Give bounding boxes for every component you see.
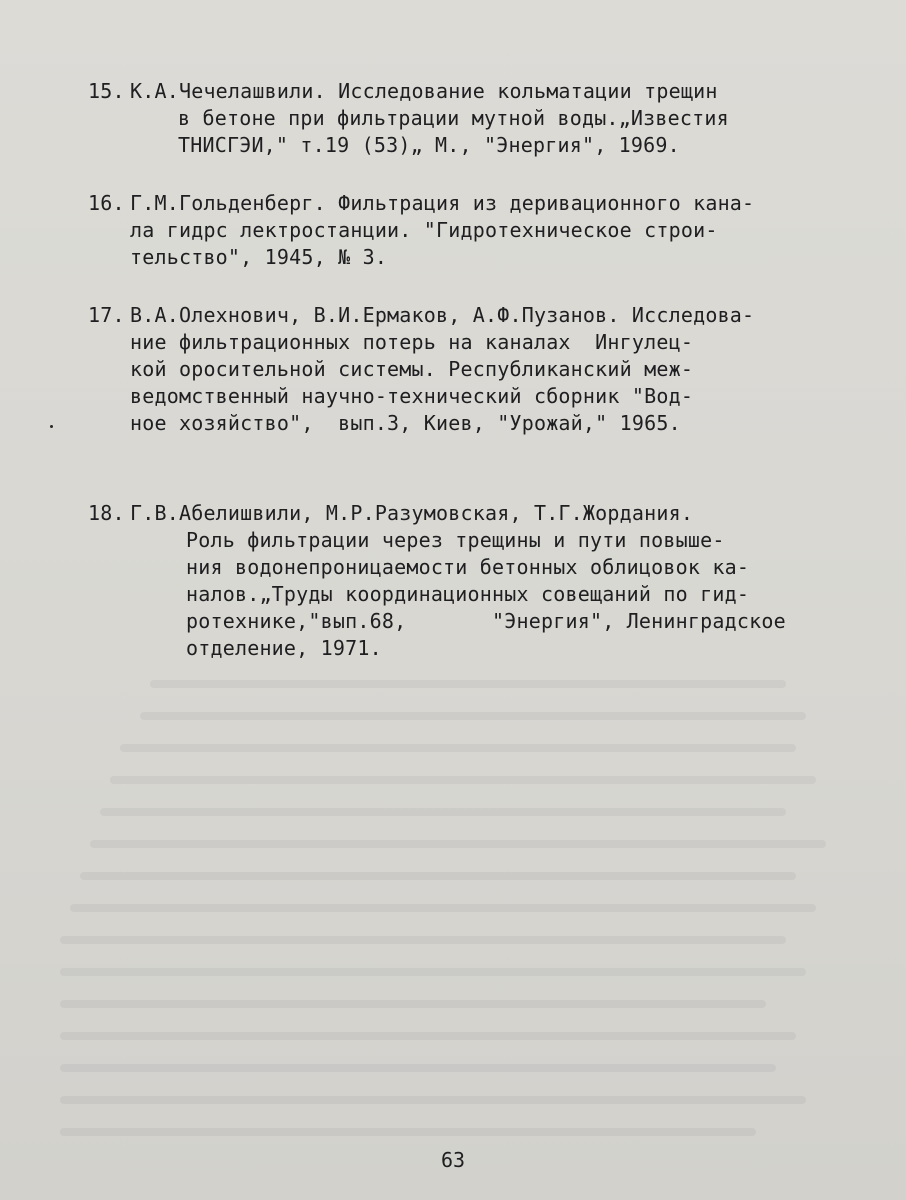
reference-16 <box>88 190 848 271</box>
reference-number: 16. <box>88 191 125 215</box>
bleed-through-line <box>140 712 806 720</box>
reference-15 <box>88 78 848 159</box>
reference-number: 15. <box>88 79 125 103</box>
bleed-through-line <box>150 680 786 688</box>
bleed-through-line <box>60 1096 806 1104</box>
reference-number: 17. <box>88 303 125 327</box>
reference-line: ТНИСГЭИ," т.19 (53)„ М., "Энергия", 1969. <box>178 133 680 157</box>
bleed-through-line <box>60 968 806 976</box>
reference-17 <box>88 302 848 437</box>
reference-line: ное хозяйство", вып.3, Киев, "Урожай," 1965. <box>130 411 681 435</box>
page-number: 63 <box>440 1148 466 1172</box>
reference-line: налов.„Труды координационных совещаний по гид- <box>186 582 750 606</box>
reference-line: ния водонепроницаемости бетонных облицовок ка- <box>186 555 750 579</box>
bleed-through-line <box>60 1064 776 1072</box>
reference-line: ла гидрс лектростанции. "Гидротехническое строи- <box>130 218 718 242</box>
bleed-through-line <box>70 904 816 912</box>
bleed-through-line <box>100 808 786 816</box>
reference-line: ведомственный научно-технический сборник "Вод- <box>130 384 694 408</box>
reference-18 <box>88 500 848 662</box>
ink-speck <box>50 425 53 428</box>
reference-line: ние фильтрационных потерь на каналах Ингулец- <box>130 330 694 354</box>
reference-line: ротехнике,"вып.68, "Энергия", Ленинградское <box>186 609 786 633</box>
bleed-through-line <box>110 776 816 784</box>
reference-line: кой оросительной системы. Республиканский меж- <box>130 357 694 381</box>
bleed-through-line <box>60 1000 766 1008</box>
reference-line: Роль фильтрации через трещины и пути повыше- <box>186 528 725 552</box>
reference-line: В.А.Олехнович, В.И.Ермаков, А.Ф.Пузанов. Исследова- <box>130 303 755 327</box>
reference-line: тельство", 1945, № 3. <box>130 245 388 269</box>
bleed-through-line <box>120 744 796 752</box>
reference-line: отделение, 1971. <box>186 636 382 660</box>
bleed-through-line <box>80 872 796 880</box>
bleed-through-line <box>60 1032 796 1040</box>
reference-line: в бетоне при фильтрации мутной воды.„Известия <box>178 106 729 130</box>
reference-line: Г.В.Абелишвили, М.Р.Разумовская, Т.Г.Жордания. <box>130 501 694 525</box>
bleed-through-line <box>60 936 786 944</box>
reference-line: К.А.Чечелашвили. Исследование кольматации трещин <box>130 79 718 103</box>
reference-number: 18. <box>88 501 125 525</box>
reference-line: Г.М.Гольденберг. Фильтрация из деривационного кана- <box>130 191 755 215</box>
bleed-through-line <box>90 840 826 848</box>
bleed-through-line <box>60 1128 756 1136</box>
